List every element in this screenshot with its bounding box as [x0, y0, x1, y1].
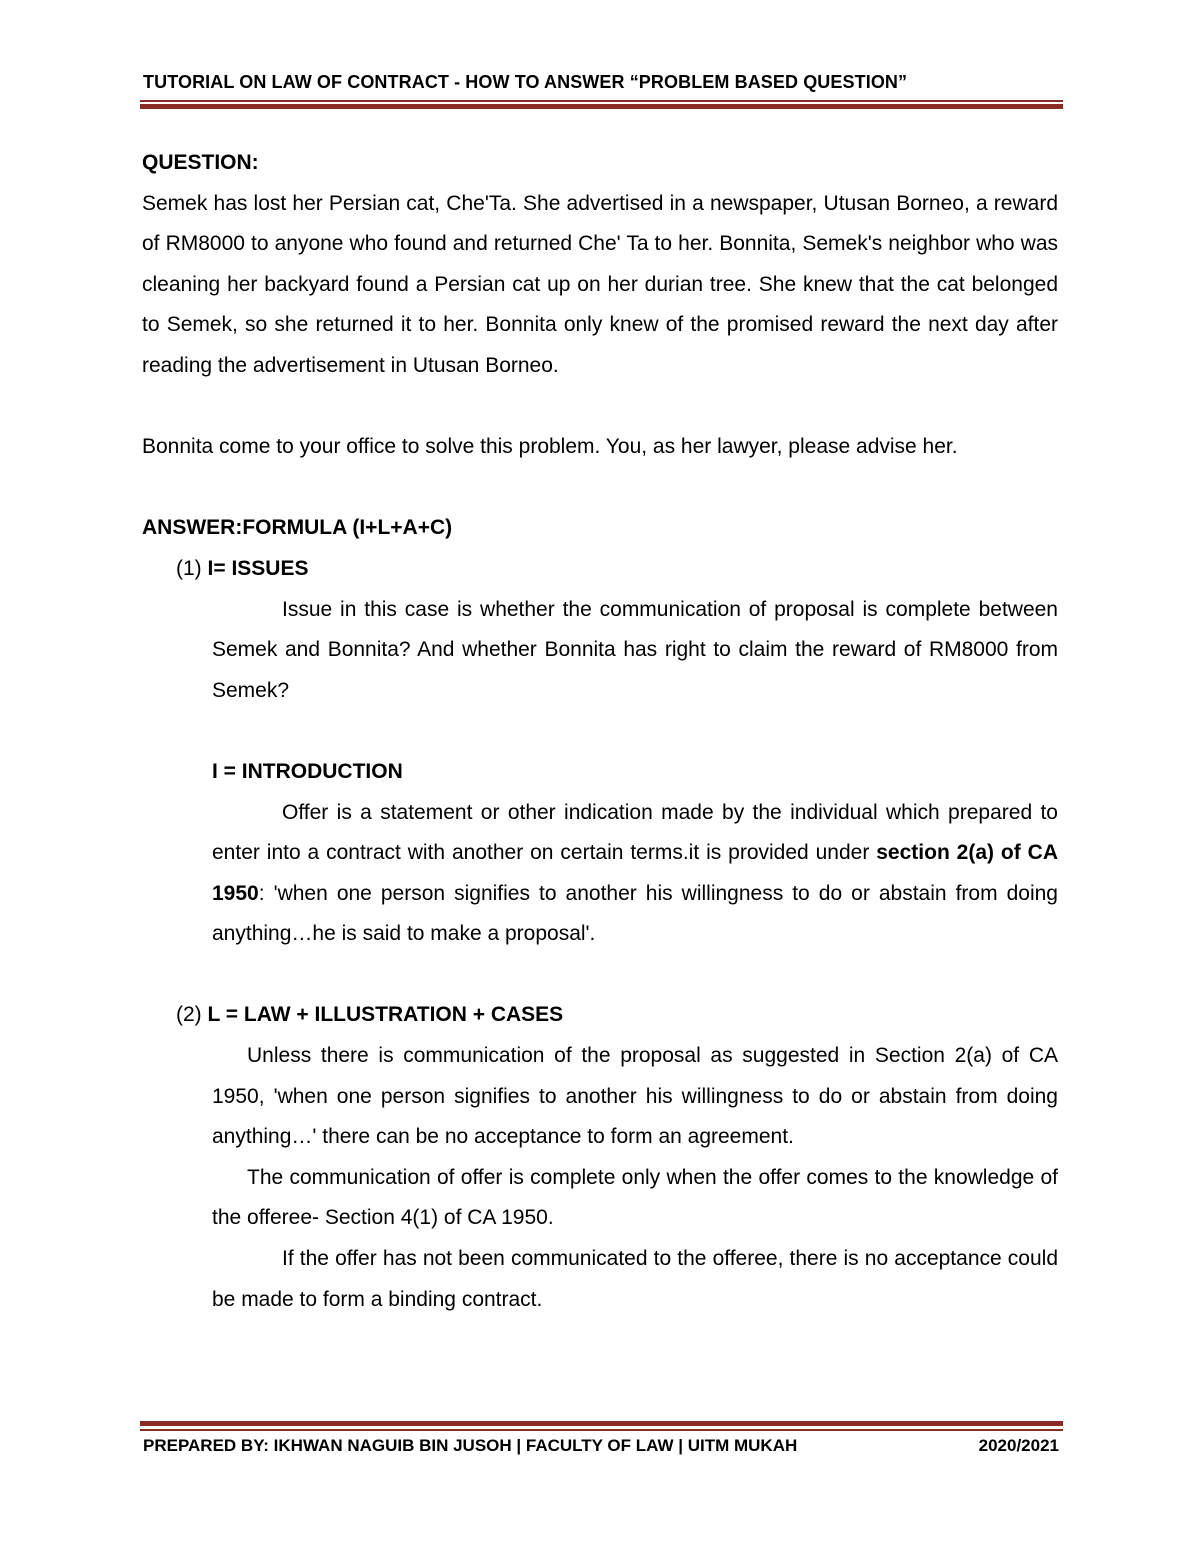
issues-text: Issue in this case is whether the communication of proposal is complete between Semek and Bonnita? And whether Bonnita has right to claim the reward of RM8000 from Semek?: [212, 597, 1058, 702]
answer-heading: ANSWER:FORMULA (I+L+A+C): [142, 516, 453, 540]
document-body: [142, 143, 1058, 1320]
footer-prepared-by: PREPARED BY: IKHWAN NAGUIB BIN JUSOH | FACULTY OF LAW | UITM MUKAH: [143, 1436, 798, 1455]
law-paragraph-3: If the offer has not been communicated to the offeree, there is no acceptance could be made to form a binding contract.: [212, 1247, 1058, 1311]
introduction-heading: I = INTRODUCTION: [212, 759, 403, 783]
question-heading: QUESTION:: [142, 151, 259, 174]
issues-label: I= ISSUES: [207, 556, 309, 580]
section-reference: section 2(a) of CA 1950: [212, 841, 1058, 905]
header-rule-thin: [140, 100, 1063, 102]
question-paragraph: Semek has lost her Persian cat, Che'Ta. She advertised in a newspaper, Utusan Borneo, a reward of RM8000 to anyone who found and returned Che' Ta to her. Bonnita, Semek's neighbor who was cleaning her backyard found a Persian cat up on her durian tree. She knew that the cat belonged to Semek, so she returned it to her. Bonnita only knew of the promised reward the next day after reading the advertisement in Utusan Borneo.: [142, 191, 1058, 377]
issues-number: (1): [176, 556, 202, 580]
footer-rule-thick: [140, 1421, 1063, 1426]
introduction-text-after: : 'when one person signifies to another his willingness to do or abstain from doing anything…he is said to make a proposal'.: [212, 881, 1058, 946]
issues-heading: [142, 549, 1058, 590]
question-instruction: Bonnita come to your office to solve this problem. You, as her lawyer, please advise her.: [142, 435, 958, 459]
law-number: (2): [176, 1003, 202, 1027]
law-paragraph-1: Unless there is communication of the proposal as suggested in Section 2(a) of CA 1950, 'when one person signifies to another his willingness to do or abstain from doing anything…' there can be no acceptance to form an agreement.: [212, 1044, 1058, 1149]
page-header-title: TUTORIAL ON LAW OF CONTRACT - HOW TO ANSWER “PROBLEM BASED QUESTION”: [143, 72, 908, 92]
introduction-text-before: Offer is a statement or other indication made by the individual which prepared to enter into a contract with another on certain terms.it is provided under: [212, 800, 1058, 865]
law-label: L = LAW + ILLUSTRATION + CASES: [207, 1003, 564, 1027]
footer-session: 2020/2021: [978, 1436, 1059, 1455]
introduction-text: [142, 793, 1058, 955]
header-rule-thick: [140, 104, 1063, 109]
law-heading: [142, 995, 1058, 1036]
footer-rule-thin: [140, 1429, 1063, 1431]
page-footer: [143, 1436, 1059, 1456]
law-paragraph-2: The communication of offer is complete only when the offer comes to the knowledge of the offeree- Section 4(1) of CA 1950.: [212, 1165, 1058, 1230]
